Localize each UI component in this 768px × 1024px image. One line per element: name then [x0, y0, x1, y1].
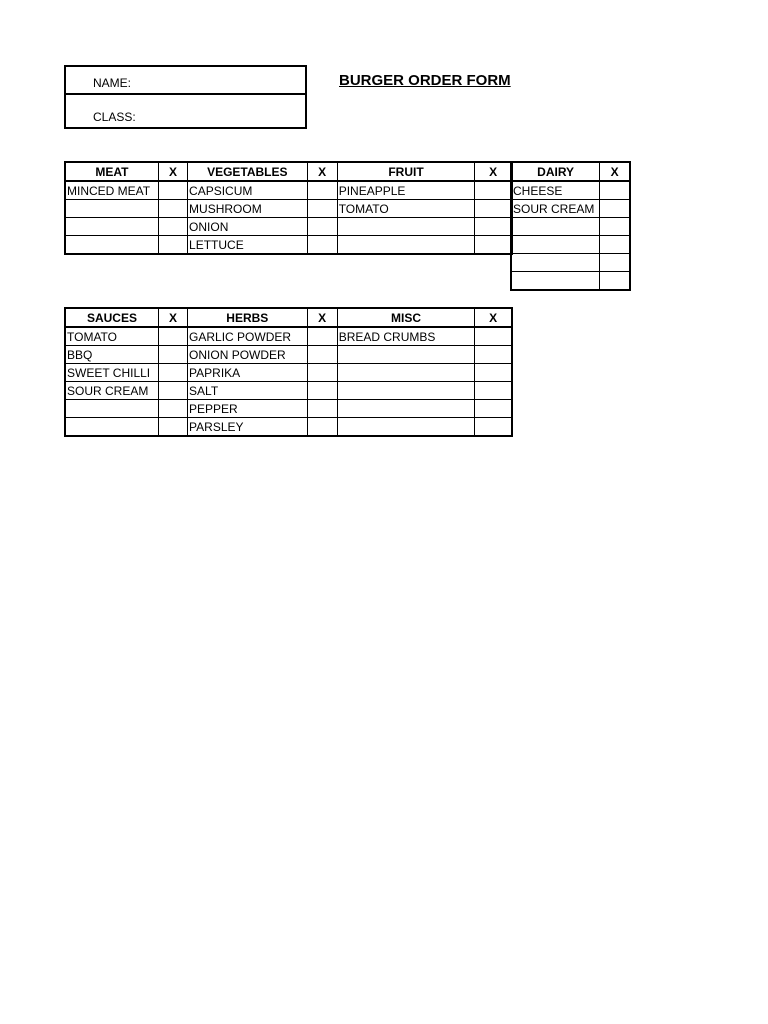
- column-header-sauces-x: X: [158, 308, 187, 327]
- herbs-checkbox-cell[interactable]: [307, 400, 337, 418]
- misc-checkbox-cell[interactable]: [475, 418, 512, 437]
- column-header-dairy: DAIRY: [511, 162, 600, 181]
- sauces-cell: SOUR CREAM: [65, 382, 158, 400]
- vegetables-cell: CAPSICUM: [188, 181, 308, 200]
- dairy-table: [510, 161, 631, 291]
- table-row: [65, 418, 512, 437]
- table-row: [65, 346, 512, 364]
- table-row: [511, 200, 630, 218]
- table-row: [65, 200, 512, 218]
- misc-checkbox-cell[interactable]: [475, 327, 512, 346]
- dairy-cell: CHEESE: [511, 181, 600, 200]
- herbs-checkbox-cell[interactable]: [307, 327, 337, 346]
- column-header-sauces: SAUCES: [65, 308, 158, 327]
- misc-cell: [337, 346, 475, 364]
- vegetables-checkbox-cell[interactable]: [307, 218, 337, 236]
- column-header-dairy-x: X: [600, 162, 630, 181]
- sauces-checkbox-cell[interactable]: [158, 400, 187, 418]
- misc-checkbox-cell[interactable]: [475, 346, 512, 364]
- ingredients-table-1: [64, 161, 513, 255]
- misc-checkbox-cell[interactable]: [475, 364, 512, 382]
- herbs-cell: ONION POWDER: [188, 346, 308, 364]
- table-row: [65, 236, 512, 255]
- fruit-checkbox-cell[interactable]: [475, 236, 512, 255]
- sauces-cell: BBQ: [65, 346, 158, 364]
- fruit-cell: PINEAPPLE: [337, 181, 475, 200]
- fruit-cell: [337, 218, 475, 236]
- table-row: [65, 382, 512, 400]
- vegetables-checkbox-cell[interactable]: [307, 236, 337, 255]
- misc-cell: [337, 400, 475, 418]
- vegetables-checkbox-cell[interactable]: [307, 181, 337, 200]
- vegetables-cell: MUSHROOM: [188, 200, 308, 218]
- dairy-checkbox-cell[interactable]: [600, 236, 630, 254]
- dairy-checkbox-cell[interactable]: [600, 272, 630, 291]
- name-row[interactable]: [66, 67, 305, 95]
- sauces-checkbox-cell[interactable]: [158, 418, 187, 437]
- sauces-cell: [65, 400, 158, 418]
- table-row: [511, 272, 630, 291]
- herbs-checkbox-cell[interactable]: [307, 346, 337, 364]
- column-header-misc: MISC: [337, 308, 475, 327]
- fruit-cell: TOMATO: [337, 200, 475, 218]
- meat-cell: [65, 218, 158, 236]
- meat-checkbox-cell[interactable]: [158, 236, 187, 255]
- dairy-checkbox-cell[interactable]: [600, 218, 630, 236]
- herbs-cell: PEPPER: [188, 400, 308, 418]
- misc-cell: [337, 382, 475, 400]
- sauces-checkbox-cell[interactable]: [158, 346, 187, 364]
- herbs-cell: GARLIC POWDER: [188, 327, 308, 346]
- column-header-meat: MEAT: [65, 162, 158, 181]
- dairy-cell: [511, 236, 600, 254]
- meat-cell: MINCED MEAT: [65, 181, 158, 200]
- column-header-misc-x: X: [475, 308, 512, 327]
- table-row: [511, 236, 630, 254]
- dairy-cell: SOUR CREAM: [511, 200, 600, 218]
- table-row: [511, 254, 630, 272]
- sauces-cell: SWEET CHILLI: [65, 364, 158, 382]
- sauces-cell: [65, 418, 158, 437]
- column-header-vegetables: VEGETABLES: [188, 162, 308, 181]
- herbs-checkbox-cell[interactable]: [307, 364, 337, 382]
- column-header-fruit-x: X: [475, 162, 512, 181]
- meat-cell: [65, 236, 158, 255]
- table-row: [511, 181, 630, 200]
- vegetables-cell: LETTUCE: [188, 236, 308, 255]
- sauces-checkbox-cell[interactable]: [158, 382, 187, 400]
- fruit-checkbox-cell[interactable]: [475, 218, 512, 236]
- dairy-cell: [511, 218, 600, 236]
- herbs-checkbox-cell[interactable]: [307, 418, 337, 437]
- misc-cell: [337, 364, 475, 382]
- dairy-checkbox-cell[interactable]: [600, 200, 630, 218]
- dairy-checkbox-cell[interactable]: [600, 254, 630, 272]
- fruit-checkbox-cell[interactable]: [475, 200, 512, 218]
- dairy-cell: [511, 254, 600, 272]
- misc-checkbox-cell[interactable]: [475, 382, 512, 400]
- meat-checkbox-cell[interactable]: [158, 181, 187, 200]
- sauces-checkbox-cell[interactable]: [158, 364, 187, 382]
- fruit-checkbox-cell[interactable]: [475, 181, 512, 200]
- table-row: [511, 218, 630, 236]
- column-header-meat-x: X: [158, 162, 187, 181]
- column-header-vegetables-x: X: [307, 162, 337, 181]
- vegetables-cell: ONION: [188, 218, 308, 236]
- sauces-cell: TOMATO: [65, 327, 158, 346]
- herbs-checkbox-cell[interactable]: [307, 382, 337, 400]
- class-label: CLASS:: [93, 109, 136, 124]
- table-row: [65, 218, 512, 236]
- misc-cell: [337, 418, 475, 437]
- dairy-checkbox-cell[interactable]: [600, 181, 630, 200]
- form-title: BURGER ORDER FORM: [339, 72, 511, 89]
- table-row: [65, 181, 512, 200]
- column-header-fruit: FRUIT: [337, 162, 475, 181]
- table-row: [65, 400, 512, 418]
- herbs-cell: PARSLEY: [188, 418, 308, 437]
- table-row: [65, 327, 512, 346]
- fruit-cell: [337, 236, 475, 255]
- column-header-herbs-x: X: [307, 308, 337, 327]
- class-row[interactable]: [66, 95, 305, 127]
- misc-cell: BREAD CRUMBS: [337, 327, 475, 346]
- meat-checkbox-cell[interactable]: [158, 200, 187, 218]
- name-class-box: [64, 65, 307, 129]
- meat-cell: [65, 200, 158, 218]
- ingredients-table-2: [64, 307, 513, 437]
- herbs-cell: PAPRIKA: [188, 364, 308, 382]
- herbs-cell: SALT: [188, 382, 308, 400]
- sauces-checkbox-cell[interactable]: [158, 327, 187, 346]
- table-row: [65, 364, 512, 382]
- name-label: NAME:: [93, 76, 132, 90]
- column-header-herbs: HERBS: [188, 308, 308, 327]
- vegetables-checkbox-cell[interactable]: [307, 200, 337, 218]
- misc-checkbox-cell[interactable]: [475, 400, 512, 418]
- meat-checkbox-cell[interactable]: [158, 218, 187, 236]
- dairy-cell: [511, 272, 600, 291]
